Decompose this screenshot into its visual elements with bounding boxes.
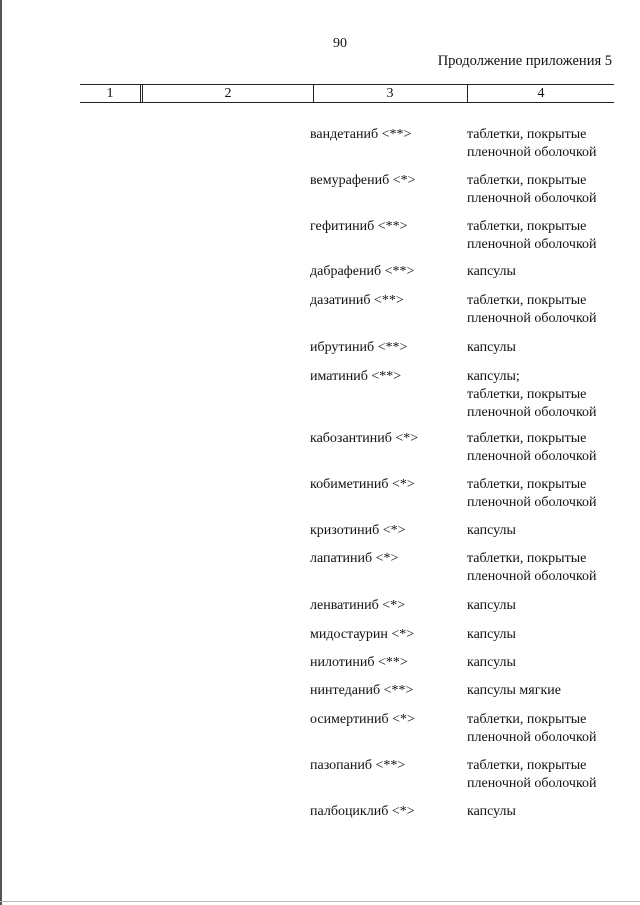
dosage-form: таблетки, покрытые пленочной оболочкой xyxy=(467,758,597,791)
page-bottom-rule xyxy=(0,901,640,902)
dosage-form: таблетки, покрытые пленочной оболочкой xyxy=(467,293,597,326)
header-col-2: 2 xyxy=(142,85,314,102)
dosage-form: таблетки, покрытые пленочной оболочкой xyxy=(467,431,597,464)
appendix-title: Продолжение приложения 5 xyxy=(437,53,612,69)
dosage-form: таблетки, покрытые пленочной оболочкой xyxy=(467,712,597,745)
dosage-form: таблетки, покрытые пленочной оболочкой xyxy=(467,219,597,252)
dosage-form: капсулы; таблетки, покрытые пленочной оболочкой xyxy=(467,369,597,420)
drug-name: кризотиниб <*> xyxy=(310,523,406,538)
drug-name: ибрутиниб <**> xyxy=(310,340,408,355)
drug-name: вемурафениб <*> xyxy=(310,173,416,188)
drug-name: осимертиниб <*> xyxy=(310,712,415,727)
drug-name: палбоциклиб <*> xyxy=(310,804,415,819)
dosage-form: капсулы xyxy=(467,655,516,670)
dosage-form: таблетки, покрытые пленочной оболочкой xyxy=(467,127,597,160)
drug-name: кобиметиниб <*> xyxy=(310,477,415,492)
dosage-form: капсулы мягкие xyxy=(467,683,561,698)
drug-name: нинтеданиб <**> xyxy=(310,683,414,698)
header-col-3: 3 xyxy=(313,85,468,102)
drug-name: дабрафениб <**> xyxy=(310,264,415,279)
dosage-form: таблетки, покрытые пленочной оболочкой xyxy=(467,173,597,206)
drug-name: кабозантиниб <*> xyxy=(310,431,419,446)
dosage-form: таблетки, покрытые пленочной оболочкой xyxy=(467,477,597,510)
header-col-1: 1 xyxy=(80,85,141,102)
drug-name: дазатиниб <**> xyxy=(310,293,404,308)
drug-name: ленватиниб <*> xyxy=(310,598,405,613)
dosage-form: капсулы xyxy=(467,627,516,642)
dosage-form: капсулы xyxy=(467,340,516,355)
drug-name: мидостаурин <*> xyxy=(310,627,415,642)
drug-name: вандетаниб <**> xyxy=(310,127,412,142)
dosage-form: капсулы xyxy=(467,598,516,613)
drug-name: лапатиниб <*> xyxy=(310,551,399,566)
dosage-form: таблетки, покрытые пленочной оболочкой xyxy=(467,551,597,584)
drug-name: гефитиниб <**> xyxy=(310,219,408,234)
drug-name: нилотиниб <**> xyxy=(310,655,408,670)
header-col-4: 4 xyxy=(537,86,545,101)
page-number: 90 xyxy=(333,36,347,51)
drug-name: иматиниб <**> xyxy=(310,369,402,384)
drug-name: пазопаниб <**> xyxy=(310,758,406,773)
dosage-form: капсулы xyxy=(467,804,516,819)
dosage-form: капсулы xyxy=(467,523,516,538)
dosage-form: капсулы xyxy=(467,264,516,279)
